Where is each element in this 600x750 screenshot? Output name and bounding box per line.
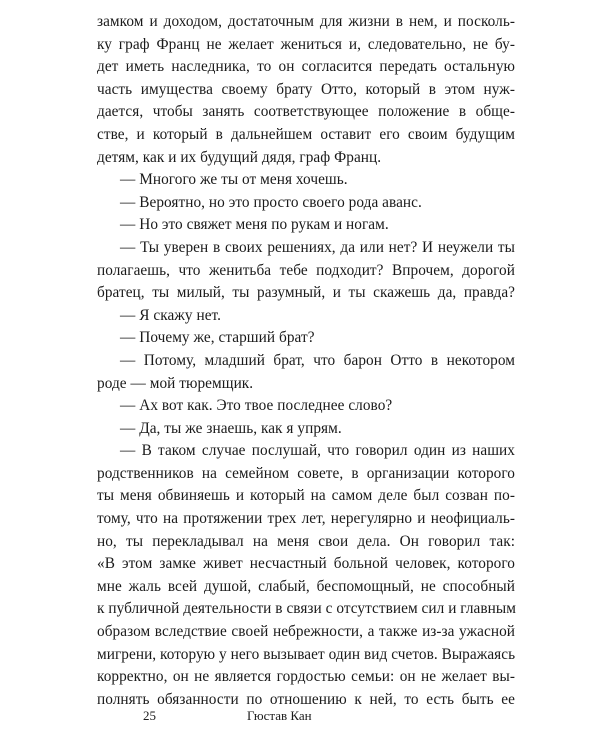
text-line: — Многого же ты от меня хочешь. xyxy=(120,171,348,189)
text-line: корректно, он не является гордостью семьи: он не желает вы- xyxy=(97,668,515,686)
text-line: — Но это свяжет меня по рукам и ногам. xyxy=(120,216,389,234)
text-line: стве, и который в дальнейшем оставит его своим будущим xyxy=(97,125,515,143)
text-line: — Да, ты же знаешь, как я упрям. xyxy=(120,419,342,437)
text-line: — Почему же, старший брат? xyxy=(120,329,315,347)
text-line: — Я скажу нет. xyxy=(120,306,222,324)
text-line: полнять обязанности по отношению к ней, то есть быть ее xyxy=(97,690,515,708)
text-line: ты меня обвиняешь и который на самом деле был созван по- xyxy=(97,487,515,505)
text-line: мне жаль всей душой, слабый, беспомощный, не способный xyxy=(97,577,515,595)
text-line: братец, ты милый, ты разумный, и ты скажешь да, правда? xyxy=(97,284,515,302)
text-line: детям, как и их будущий дядя, граф Франц. xyxy=(97,148,382,166)
text-line: мигрени, которую у него вызывает один вид счетов. Выражаясь xyxy=(97,645,516,663)
page-footer xyxy=(0,706,600,726)
text-line: — В таком случае послушай, что говорил один из наших xyxy=(120,442,515,460)
text-line: — Вероятно, но это просто своего рода аванс. xyxy=(120,193,422,211)
text-line: роде — мой тюремщик. xyxy=(97,374,254,392)
running-title: Гюстав Кан xyxy=(247,708,312,723)
text-line: дается, чтобы занять соответствующее положение в обще- xyxy=(97,103,515,121)
text-line: «В этом замке живет несчастный больной человек, которого xyxy=(97,555,515,573)
text-line: к публичной деятельности в связи с отсутствием сил и главным xyxy=(97,600,516,618)
text-line: образом вследствие своей небрежности, а также из-за ужасной xyxy=(97,623,515,641)
text-line: тому, что на протяжении трех лет, нерегулярно и неофициаль- xyxy=(97,510,515,528)
page-number: 25 xyxy=(143,708,156,723)
text-line: дет иметь наследника, то он согласится передать остальную xyxy=(97,58,515,76)
body-text xyxy=(97,11,515,711)
text-line: — Ты уверен в своих решениях, да или нет? И неужели ты xyxy=(120,238,515,256)
text-line: полагаешь, что женитьба тебе подходит? Впрочем, дорогой xyxy=(97,261,515,279)
text-line: но, ты перекладывал на меня свои дела. Он говорил так: xyxy=(97,532,515,550)
text-line: — Потому, младший брат, что барон Отто в некотором xyxy=(120,351,515,369)
text-line: родственников на семейном совете, в организации которого xyxy=(97,464,515,482)
text-line: ку граф Франц не желает жениться и, следовательно, не бу- xyxy=(97,35,515,53)
text-line: замком и доходом, достаточным для жизни в нем, и посколь- xyxy=(97,13,515,30)
text-line: часть имущества своему брату Отто, который в этом нуж- xyxy=(97,80,515,98)
text-line: — Ах вот как. Это твое последнее слово? xyxy=(120,397,393,415)
